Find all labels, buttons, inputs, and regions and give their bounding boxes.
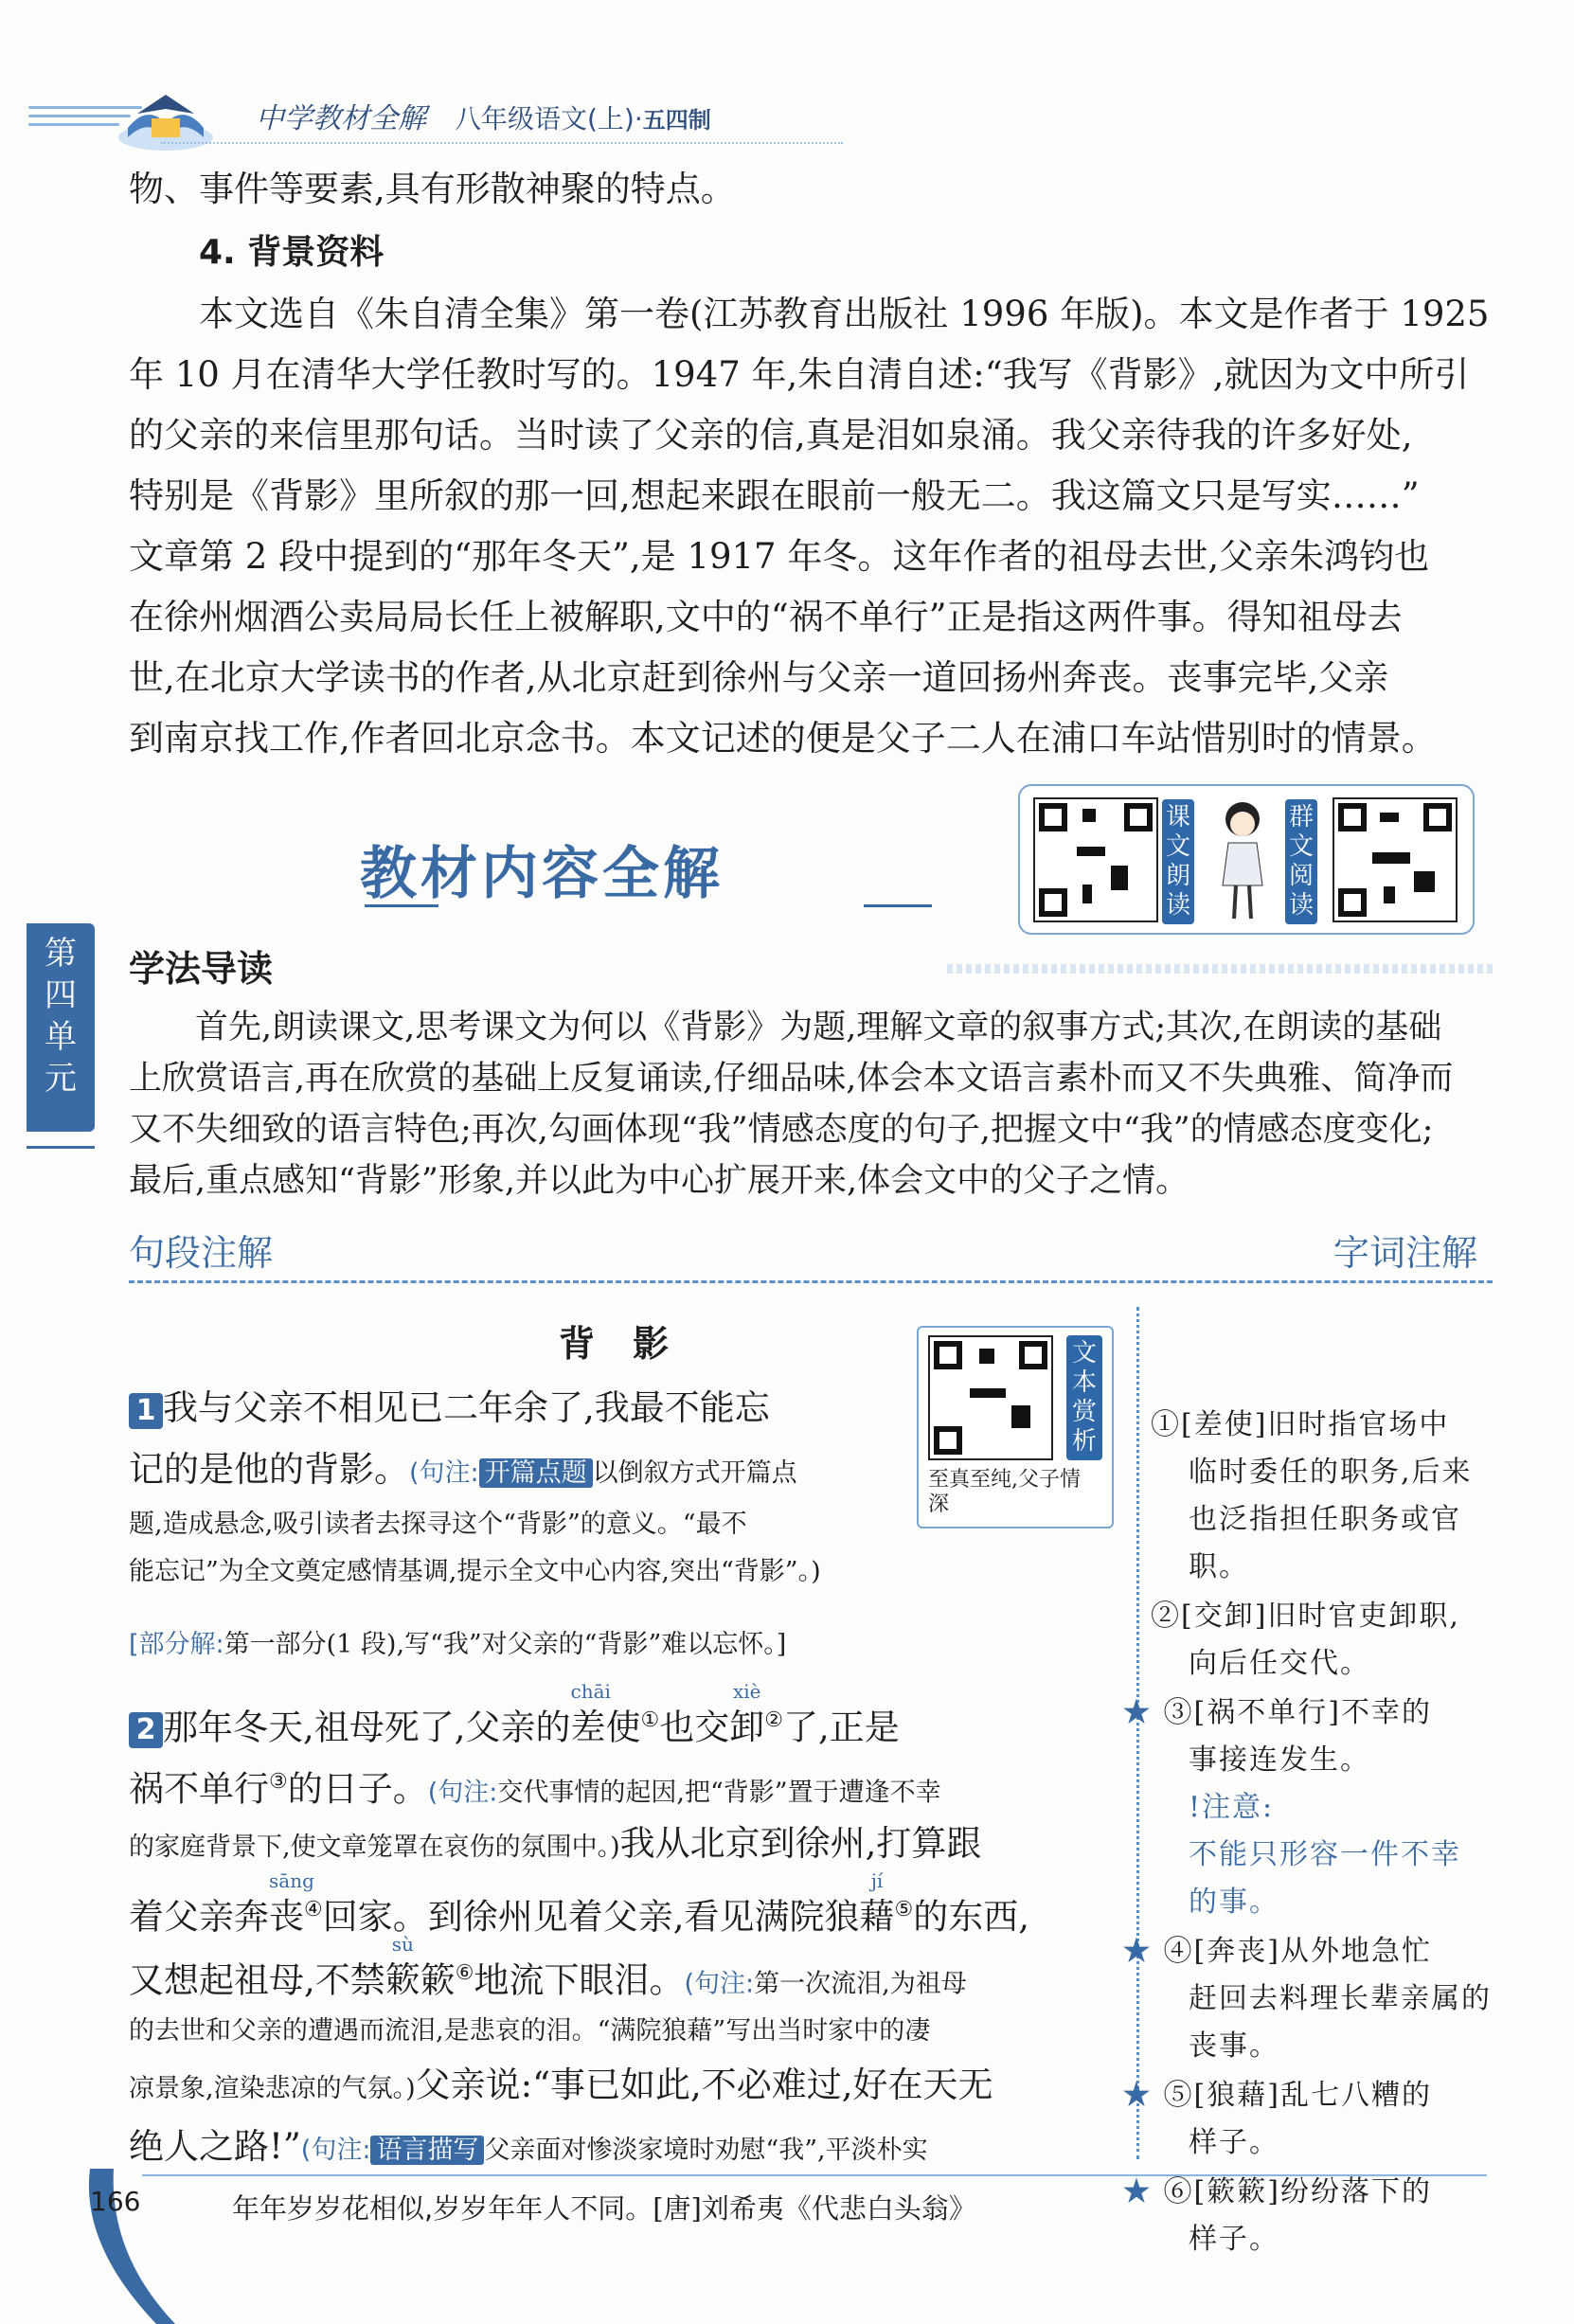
background-line: 特别是《背影》里所叙的那一回,想起来跟在眼前一般无二。我这篇文只是写实……” xyxy=(129,475,1420,516)
pinyin-word-sang: sāng 丧 xyxy=(269,1869,314,1938)
glossary-item: ★ ③[祸不单行]不幸的 事接连发生。 !注意: 不能只形容一件不幸 的事。 xyxy=(1122,1696,1461,1919)
note-tag: 开篇点题 xyxy=(479,1458,593,1488)
girl-mascot-icon xyxy=(1209,796,1276,923)
qr-label-text-analysis: 文本赏析 xyxy=(1066,1335,1102,1460)
banner-rule-left xyxy=(365,904,438,907)
pinyin-word-chai: chāi 差 xyxy=(570,1680,611,1748)
background-line: 本文选自《朱自清全集》第一卷(江苏教育出版社 1996 年版)。本文是作者于 1925 xyxy=(199,294,1490,334)
part-note: [部分解:第一部分(1 段),写“我”对父亲的“背影”难以忘怀。] xyxy=(129,1630,787,1659)
qr-code-group-reading[interactable] xyxy=(1333,797,1458,922)
background-line: 世,在北京大学读书的作者,从北京赶到徐州与父亲一道回扬州奔丧。丧事完毕,父亲 xyxy=(129,657,1389,698)
note-tag: 语言描写 xyxy=(370,2136,484,2165)
glossary-item: ★ ④[奔丧]从外地急忙 赶回去料理长辈亲属的 丧事。 xyxy=(1122,1935,1492,2063)
banner-rule-right xyxy=(864,904,932,907)
qr-label-group-reading: 群文阅读 xyxy=(1285,799,1317,924)
glossary-item: ★ ⑥[簌簌]纷纷落下的 样子。 xyxy=(1122,2175,1432,2256)
study-guide-line: 上欣赏语言,再在欣赏的基础上反复诵读,仔细品味,体会本文语言素朴而又不失典雅、简净而 xyxy=(129,1060,1454,1098)
book-title: 中学教材全解 xyxy=(256,102,426,135)
pinyin-word-xie: xiè 卸 xyxy=(729,1680,765,1748)
study-guide-line: 最后,重点感知“背影”形象,并以此为中心扩展开来,体会文中的父子之情。 xyxy=(129,1162,1189,1200)
paragraph-2-line-6: 凉景象,渲染悲凉的气氛。)父亲说:“事已如此,不必难过,好在天无 xyxy=(129,2065,993,2105)
background-line: 在徐州烟酒公卖局局长任上被解职,文中的“祸不单行”正是指这两件事。得知祖母去 xyxy=(129,597,1403,637)
qr-code-panel xyxy=(1018,784,1475,935)
page-number: 166 xyxy=(90,2186,141,2217)
paragraph-number: 2 xyxy=(129,1712,163,1748)
star-icon: ★ xyxy=(1122,2175,1153,2208)
study-guide-line: 首先,朗读课文,思考课文为何以《背影》为题,理解文章的叙事方式;其次,在朗读的基础 xyxy=(195,1009,1442,1046)
footer-rule xyxy=(142,2174,1487,2176)
background-line: 文章第 2 段中提到的“那年冬天”,是 1917 年冬。这年作者的祖母去世,父亲朱鸿钧也 xyxy=(129,536,1430,577)
pinyin-word-ji: jí 藉 xyxy=(859,1869,895,1938)
star-icon: ★ xyxy=(1122,2079,1153,2112)
paragraph-2-line-1: 2 那年冬天,祖母死了,父亲的 chāi 差使①也交 xiè 卸②了,正是 xyxy=(129,1690,1114,1758)
footer-quote: 年年岁岁花相似,岁岁年年人不同。[唐]刘希夷《代悲白头翁》 xyxy=(232,2192,976,2225)
paragraph-2-note-2: 的去世和父亲的遭遇而流泪,是悲哀的泪。“满院狼藉”写出当时家中的凄 xyxy=(129,2016,931,2046)
paragraph-1-line-1: 1 我与父亲不相见已二年余了,我最不能忘 xyxy=(129,1378,905,1439)
study-guide-heading: 学法导读 xyxy=(129,948,274,990)
paragraph-1-note: 题,造成悬念,吸引读者去探寻这个“背影”的意义。“最不 能忘记”为全文奠定感情基调,提示全文中心内容,突出“背影”。) xyxy=(129,1510,821,1586)
book-subtitle: 八年级语文(上)·五四制 xyxy=(455,103,711,134)
glossary-item: ①[差使]旧时指官场中 临时委任的职务,后来 也泛指担任职务或官职。 xyxy=(1151,1408,1473,1583)
star-icon: ★ xyxy=(1122,1696,1153,1729)
background-line: 到南京找工作,作者回北京念书。本文记述的便是父子二人在浦口车站惜别时的情景。 xyxy=(129,718,1437,759)
paragraph-number: 1 xyxy=(129,1393,163,1429)
background-paragraph xyxy=(129,284,1493,769)
glossary-item: ★ ⑤[狼藉]乱七八糟的 样子。 xyxy=(1122,2079,1432,2159)
paragraph-2-line-5: 又想起祖母,不禁 sù 簌簌⑥地流下眼泪。(句注:第一次流泪,为祖母 xyxy=(129,1933,967,2001)
section-banner-title: 教材内容全解 xyxy=(360,841,724,907)
study-guide-line: 又不失细致的语言特色;再次,勾画体现“我”情感态度的句子,把握文中“我”的情感态度变化; xyxy=(129,1111,1434,1149)
paragraph-2-line-3: 的家庭背景下,使文章笼罩在哀伤的氛围中。)我从北京到徐州,打算跟 xyxy=(129,1823,982,1864)
column-header-word-notes: 字词注解 xyxy=(1333,1232,1478,1274)
qr-caption: 至真至纯,父子情深 xyxy=(928,1468,1081,1516)
glossary-list xyxy=(1122,1402,1492,2263)
paragraph-2-line-2: 祸不单行③的日子。(句注:交代事情的起因,把“背影”置于遭逢不幸 xyxy=(129,1768,941,1810)
paragraph-2-line-7: 绝人之路!”(句注: 语言描写 父亲面对惨淡家境时劝慰“我”,平淡朴实 xyxy=(129,2126,928,2167)
unit-side-tab: 第四单元 xyxy=(27,923,95,1132)
header-divider xyxy=(161,142,843,144)
study-guide-rule xyxy=(947,964,1496,974)
glossary-item: ②[交卸]旧时官吏卸职, 向后任交代。 xyxy=(1151,1600,1460,1680)
column-header-sentence-notes: 句段注解 xyxy=(129,1232,274,1274)
text-title: 背影 xyxy=(559,1322,707,1365)
column-header-divider xyxy=(129,1280,1493,1283)
qr-label-reading: 课文朗读 xyxy=(1162,799,1194,924)
star-icon: ★ xyxy=(1122,1935,1153,1968)
pinyin-word-su: sù 簌 xyxy=(385,1933,420,2001)
paragraph-2-line-4: 着父亲奔 sāng 丧④回家。到徐州见着父亲,看见满院狼 jí 藉⑤的东西, xyxy=(129,1869,1029,1938)
intro-tail: 物、事件等要素,具有形散神聚的特点。 xyxy=(129,169,736,209)
study-guide-paragraph xyxy=(129,1002,1493,1207)
paragraph-1-line-2: 记的是他的背影。(句注: 开篇点题 以倒叙方式开篇点 xyxy=(129,1449,797,1490)
background-line: 的父亲的来信里那句话。当时读了父亲的信,真是泪如泉涌。我父亲待我的许多好处, xyxy=(129,415,1413,456)
background-line: 年 10 月在清华大学任教时写的。1947 年,朱自清自述:“我写《背影》,就因为文中所引 xyxy=(129,354,1470,395)
side-tab-rule xyxy=(27,1146,95,1149)
section-heading-background: 4. 背景资料 xyxy=(199,233,385,272)
qr-code-reading[interactable] xyxy=(1033,797,1158,922)
